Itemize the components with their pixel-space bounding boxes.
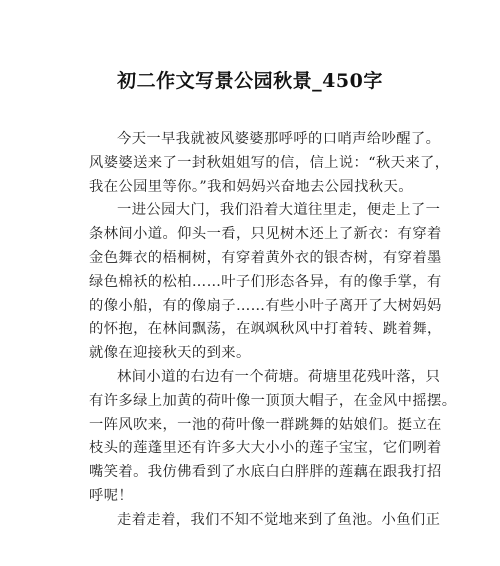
text-line: 我在公园里等你。”我和妈妈兴奋地去公园找秋天。 xyxy=(89,178,413,195)
text-line: 林间小道的右边有一个荷塘。荷塘里花残叶落，只 xyxy=(117,368,441,385)
text-line: 绿色棉袄的松柏……叶子们形态各异，有的像手掌，有 xyxy=(89,273,442,290)
text-line: 的像小船，有的像扇子……有些小叶子离开了大树妈妈 xyxy=(89,297,442,314)
text-line: 风婆婆送来了一封秋姐姐写的信，信上说：“秋天来了， xyxy=(89,154,450,171)
paragraph-1 xyxy=(89,128,450,199)
text-line: 今天一早我就被风婆婆那呼呼的口哨声给吵醒了。 xyxy=(117,131,441,147)
paragraph-4 xyxy=(89,509,441,533)
document-title: 初二作文写景公园秋景_450字 xyxy=(117,70,383,92)
article-body xyxy=(89,128,457,533)
text-line: 一进公园大门，我们沿着大道往里走，便走上了一 xyxy=(117,202,441,219)
text-line: 有许多绿上加黄的荷叶像一顶顶大帽子，在金风中摇摆。 xyxy=(89,392,457,409)
text-line: 的怀抱，在林间飘荡，在飒飒秋风中打着转、跳着舞， xyxy=(89,321,442,338)
text-line: 走着走着，我们不知不觉地来到了鱼池。小鱼们正 xyxy=(117,511,441,528)
text-line: 一阵风吹来，一池的荷叶像一群跳舞的姑娘们。挺立在 xyxy=(89,416,442,433)
text-line: 金色舞衣的梧桐树，有穿着黄外衣的银杏树，有穿着墨 xyxy=(89,249,442,266)
text-line: 条林间小道。仰头一看，只见树木还上了新衣：有穿着 xyxy=(89,226,442,243)
text-line: 枝头的莲蓬里还有许多大大小小的莲子宝宝，它们咧着 xyxy=(89,440,442,457)
text-line: 嘴笑着。我仿佛看到了水底白白胖胖的莲藕在跟我打招 xyxy=(89,464,442,481)
paragraph-3 xyxy=(89,366,457,509)
paragraph-2 xyxy=(89,199,442,366)
text-line: 呼呢！ xyxy=(89,487,134,504)
text-line: 就像在迎接秋天的到来。 xyxy=(89,345,251,362)
